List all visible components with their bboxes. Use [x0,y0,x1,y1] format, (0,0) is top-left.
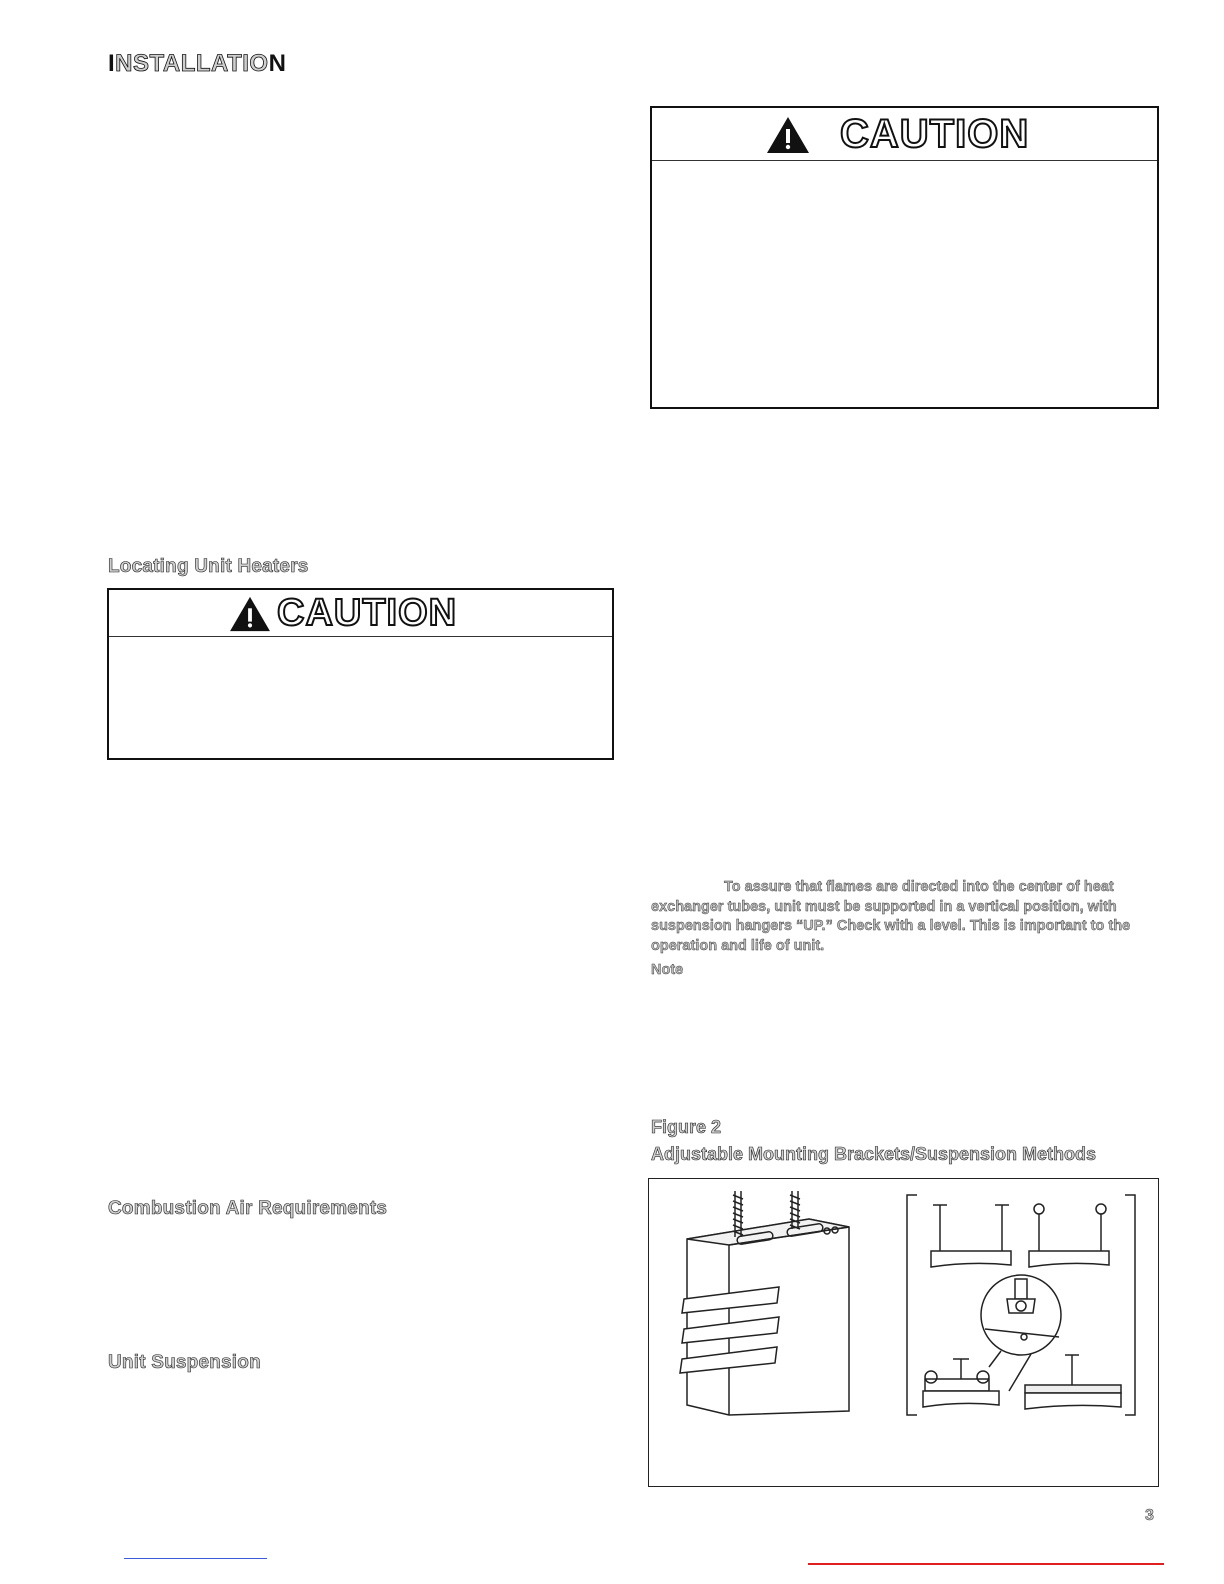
section-heading-suspension: Unit Suspension [108,1352,261,1373]
figure-2-frame [648,1178,1159,1487]
caution-header [109,590,612,637]
warning-triangle-icon [228,595,272,633]
figure-number: Figure 2 [651,1117,722,1137]
title-middle: NSTALLATIO [115,50,269,77]
page-number: 3 [1145,1507,1154,1524]
caution-box-top [650,106,1159,409]
section-heading-locating: Locating Unit Heaters [108,556,309,577]
warning-triangle-icon [765,115,811,155]
paragraph-line: operation and life of unit. [651,937,825,954]
note-label: Note [651,962,684,978]
footer-red-rule [808,1563,1164,1565]
page-title [108,50,286,78]
mounting-brackets-illustration [649,1179,1157,1485]
figure-caption: Adjustable Mounting Brackets/Suspension Methods [651,1144,1097,1164]
caution-header [652,108,1157,161]
caution-box-locating [107,588,614,760]
title-final: N [268,50,287,77]
title-initial: I [108,50,116,77]
caution-label: CAUTION [840,112,1030,156]
important-paragraph [651,878,1151,956]
paragraph-line: suspension hangers “UP.” Check with a level. This is important to the [651,918,1131,934]
paragraph-line: exchanger tubes, unit must be supported in a vertical position, with [651,898,1117,915]
paragraph-line: To assure that flames are directed into the center of heat [724,879,1114,895]
footer-link-underline[interactable] [124,1558,267,1559]
section-heading-combustion: Combustion Air Requirements [108,1198,388,1219]
caution-label: CAUTION [277,592,458,634]
